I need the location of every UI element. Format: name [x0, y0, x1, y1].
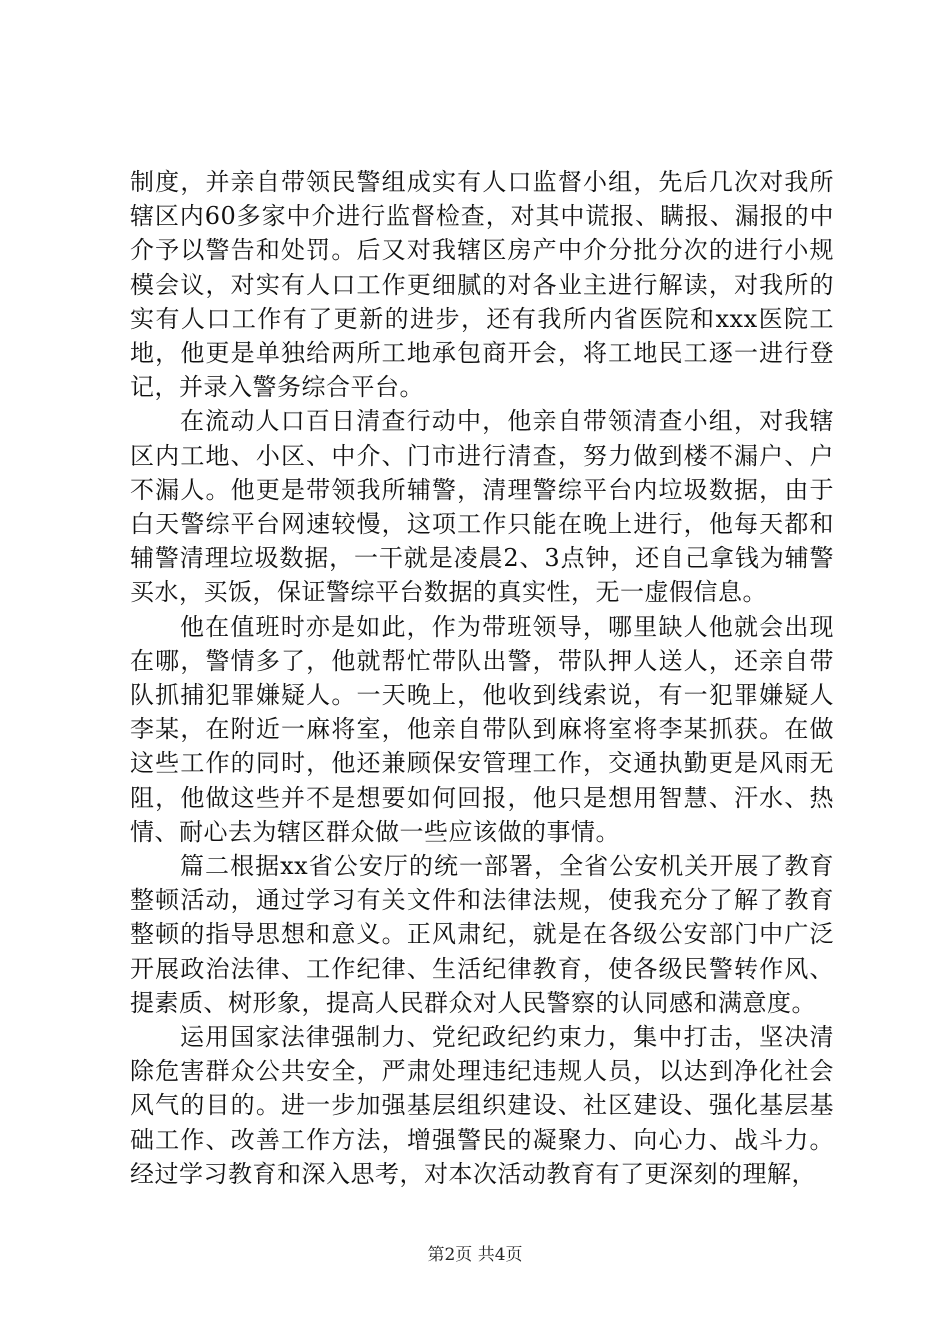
page-number-footer: 第2页 共4页 — [427, 1245, 523, 1265]
paragraph-1: 制度，并亲自带领民警组成实有人口监督小组，先后几次对我所辖区内60多家中介进行监督检查，对其中谎报、瞒报、漏报的中介予以警告和处罚。后又对我辖区房产中介分批分次的进行小规模会议，对实有人口工作更细腻的对各业主进行解读，对我所的实有人口工作有了更新的进步，还有我所内省医院和xxx医院工地，他更是单独给两所工地承包商开会，将工地民工逐一进行登记，并录入警务综合平台。 — [130, 168, 834, 402]
paragraph-5: 运用国家法律强制力、党纪政纪约束力，集中打击，坚决清除危害群众公共安全，严肃处理违纪违规人员，以达到净化社会风气的目的。进一步加强基层组织建设、社区建设、强化基层基础工作、改善工作方法，增强警民的凝聚力、向心力、战斗力。经过学习教育和深入思考，对本次活动教育有了更深刻的理解， — [130, 1023, 834, 1188]
paragraph-2: 在流动人口百日清查行动中，他亲自带领清查小组，对我辖区内工地、小区、中介、门市进行清查，努力做到楼不漏户、户不漏人。他更是带领我所辅警，清理警综平台内垃圾数据，由于白天警综平台网速较慢，这项工作只能在晚上进行，他每天都和辅警清理垃圾数据，一干就是凌晨2、3点钟，还自己拿钱为辅警买水，买饭，保证警综平台数据的真实性，无一虚假信息。 — [130, 407, 834, 607]
paragraph-4: 篇二根据xx省公安厅的统一部署，全省公安机关开展了教育整顿活动，通过学习有关文件和法律法规，使我充分了解了教育整顿的指导思想和意义。正风肃纪，就是在各级公安部门中广泛开展政治法律、工作纪律、生活纪律教育，使各级民警转作风、提素质、树形象，提高人民群众对人民警察的认同感和满意度。 — [130, 852, 834, 1017]
paragraph-3: 他在值班时亦是如此，作为带班领导，哪里缺人他就会出现在哪，警情多了，他就帮忙带队出警，带队押人送人，还亲自带队抓捕犯罪嫌疑人。一天晚上，他收到线索说，有一犯罪嫌疑人李某，在附近一麻将室，他亲自带队到麻将室将李某抓获。在做这些工作的同时，他还兼顾保安管理工作，交通执勤更是风雨无阻，他做这些并不是想要如何回报，他只是想用智慧、汗水、热情、耐心去为辖区群众做一些应该做的事情。 — [130, 612, 834, 846]
document-body — [130, 165, 834, 1191]
